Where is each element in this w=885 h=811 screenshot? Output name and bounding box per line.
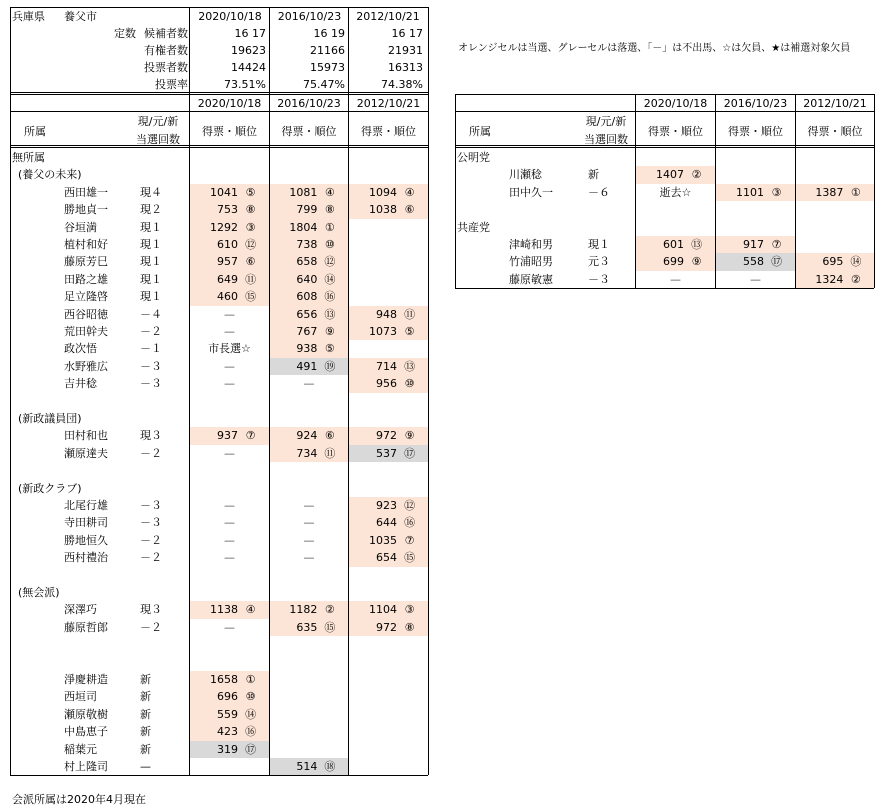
ballots-2020: 14424 (231, 61, 266, 74)
vote-count: 559 (217, 707, 238, 721)
rank-circle: ④ (324, 185, 335, 199)
party-or-candidate-name: (新政クラブ) (18, 481, 82, 495)
vote-count: 924 (296, 429, 318, 443)
table-col-divider-4 (428, 94, 429, 775)
table-header-bottom-border (10, 145, 428, 148)
table-bottom-border (455, 288, 874, 289)
candidate-status: 現２ (140, 203, 162, 217)
vote-count: 696 (217, 690, 238, 704)
rank-circle: ⑧ (245, 203, 256, 217)
summary-date-2020: 2020/10/18 (198, 10, 262, 23)
party-or-candidate-name: 田中久一 (509, 185, 553, 199)
rank-circle: ④ (404, 185, 415, 199)
vote-count: 649 (217, 272, 238, 286)
rank-circle: ⑲ (324, 359, 336, 373)
rank-circle: ⑨ (324, 325, 335, 338)
summary-col-divider-1 (189, 7, 190, 95)
header-votes-rank-2: 得票・順位 (361, 125, 416, 138)
turnout-2012: 74.38% (381, 78, 423, 91)
rank-circle: ⑪ (404, 307, 416, 321)
header-votes-rank-2: 得票・順位 (807, 125, 863, 138)
vote-count: 514 (296, 760, 318, 773)
table-header-divider (10, 111, 428, 112)
seats-candidates-2020: 16 17 (234, 27, 266, 40)
header-votes-rank-0: 得票・順位 (648, 125, 703, 138)
candidate-status: －３ (140, 377, 162, 391)
party-or-candidate-name: 西谷昭徳 (64, 307, 108, 321)
party-or-candidate-name: 吉井稔 (64, 377, 97, 391)
summary-date-2016: 2016/10/23 (277, 10, 342, 23)
candidate-status: 新 (140, 742, 151, 756)
did-not-run-dash: — (750, 272, 761, 286)
date-header-1: 2016/10/23 (723, 97, 788, 110)
table-col-divider-0 (455, 94, 456, 288)
table-top-border (10, 94, 428, 95)
vote-count: 753 (217, 203, 238, 217)
rank-circle: ⑮ (404, 551, 416, 565)
candidate-status: －３ (140, 516, 162, 530)
rank-circle: ⑫ (324, 255, 336, 269)
table-header-divider (455, 111, 874, 112)
city-title: 養父市 (64, 10, 97, 23)
rank-circle: ⑨ (691, 255, 702, 269)
ballots-2012: 16313 (388, 61, 423, 74)
turnout-2016: 75.47% (303, 78, 345, 91)
rank-circle: ⑬ (691, 238, 703, 251)
vote-count: 957 (217, 255, 238, 269)
table-col-divider-1 (635, 94, 636, 288)
table-top-border (455, 94, 874, 95)
vote-count: 491 (296, 359, 318, 373)
vote-count: 1094 (369, 185, 397, 199)
table-col-divider-3 (795, 94, 796, 288)
party-or-candidate-name: (無会派) (18, 586, 60, 599)
vote-count: 460 (217, 290, 238, 304)
rank-circle: ⑪ (324, 446, 336, 460)
did-not-run-dash: — (224, 446, 235, 460)
party-or-candidate-name: 中島恵子 (64, 725, 108, 739)
table-col-divider-1 (189, 94, 190, 775)
rank-circle: ① (850, 185, 861, 199)
vote-count: 558 (743, 255, 764, 269)
candidate-status: 新 (140, 690, 151, 704)
did-not-run-dash: — (224, 533, 235, 547)
party-or-candidate-name: 荒田幹夫 (64, 325, 108, 338)
rank-circle: ① (324, 220, 335, 234)
party-or-candidate-name: 政次悟 (64, 342, 97, 356)
date-header-2: 2012/10/21 (356, 97, 421, 110)
vote-count: 1035 (369, 533, 397, 547)
party-or-candidate-name: 田路之雄 (64, 272, 108, 286)
rank-circle: ⑥ (245, 255, 256, 269)
candidate-status: －２ (140, 446, 162, 460)
candidate-status: 新 (588, 168, 599, 182)
vote-count: 1292 (210, 220, 238, 234)
party-or-candidate-name: 村上隆司 (64, 760, 108, 773)
ballots-2016: 15973 (310, 61, 345, 74)
date-header-2: 2012/10/21 (803, 97, 867, 110)
vote-count: 972 (376, 429, 397, 443)
legend-note: オレンジセルは当選、グレーセルは落選、「－」は不出馬、☆は欠員、★は補選対象欠員 (458, 43, 851, 54)
did-not-run-dash: — (303, 516, 315, 530)
candidate-status: －２ (140, 620, 162, 634)
candidate-status: －６ (588, 185, 610, 199)
party-or-candidate-name: 田村和也 (64, 429, 108, 443)
summary-date-2012: 2012/10/21 (356, 10, 420, 23)
vote-count: 1387 (815, 185, 844, 199)
did-not-run-dash: — (224, 620, 235, 634)
did-not-run-dash: — (224, 516, 235, 530)
did-not-run-dash: — (670, 272, 681, 286)
rank-circle: ⑬ (404, 359, 416, 373)
summary-right-border (428, 7, 429, 95)
did-not-run-dash: — (224, 325, 235, 338)
voters-2020: 19623 (231, 44, 266, 57)
vote-count: 1073 (369, 325, 397, 338)
rank-circle: ⑯ (404, 516, 416, 530)
rank-circle: ① (245, 673, 256, 686)
candidate-status: －３ (588, 272, 610, 286)
date-header-0: 2020/10/18 (643, 97, 708, 110)
rank-circle: ⑦ (771, 238, 782, 251)
party-or-candidate-name: 竹浦昭男 (509, 255, 553, 269)
candidate-status: －２ (140, 551, 162, 565)
ballots-label: 投票者数 (144, 61, 188, 74)
rank-circle: ② (691, 168, 702, 182)
did-not-run-dash: — (224, 499, 235, 512)
rank-circle: ③ (404, 603, 415, 617)
party-or-candidate-name: 公明党 (457, 151, 490, 164)
candidate-status: 元３ (588, 255, 610, 269)
vote-count: 319 (217, 742, 238, 756)
candidate-status: －２ (140, 325, 162, 338)
rank-circle: ⑥ (404, 203, 415, 217)
prefecture-title: 兵庫県 (12, 10, 45, 23)
vote-count: 610 (217, 238, 238, 251)
rank-circle: ⑩ (245, 690, 256, 704)
rank-circle: ⑥ (324, 429, 335, 443)
party-or-candidate-name: 植村和好 (64, 238, 108, 251)
summary-col-divider-3 (348, 7, 349, 95)
vote-count: 937 (217, 429, 238, 443)
party-or-candidate-name: (新政議員団) (18, 412, 82, 425)
vote-count: 608 (296, 290, 318, 304)
seats-candidates-2012: 16 17 (391, 27, 423, 40)
vote-count: 1182 (289, 603, 318, 617)
party-or-candidate-name: 西田雄一 (64, 185, 108, 199)
party-or-candidate-name: 北尾行雄 (64, 499, 108, 512)
vote-count: 635 (296, 620, 318, 634)
rank-circle: ⑤ (245, 185, 256, 199)
seats-label: 定数 (114, 27, 136, 40)
rank-circle: ② (324, 603, 335, 617)
candidate-status: 新 (140, 725, 151, 739)
rank-circle: ⑫ (404, 499, 416, 512)
header-affiliation: 所属 (469, 125, 491, 138)
rank-circle: ⑭ (850, 255, 862, 269)
candidate-status: 新 (140, 673, 151, 686)
rank-circle: ③ (245, 220, 256, 234)
vote-count: 738 (296, 238, 318, 251)
candidate-status: 現１ (140, 272, 162, 286)
candidate-status: －１ (140, 342, 162, 356)
cell-note: 逝去☆ (659, 185, 692, 199)
header-votes-rank-1: 得票・順位 (281, 125, 337, 138)
party-or-candidate-name: 瀬原敬樹 (64, 707, 108, 721)
rank-circle: ⑯ (324, 290, 336, 304)
candidate-status: 現１ (140, 255, 162, 269)
candidate-status: 現４ (140, 185, 162, 199)
vote-count: 656 (296, 307, 318, 321)
candidate-status: 現１ (140, 290, 162, 304)
party-or-candidate-name: 共産党 (457, 220, 490, 234)
rank-circle: ⑨ (404, 429, 415, 443)
did-not-run-dash: — (224, 377, 235, 391)
rank-circle: ⑮ (324, 620, 336, 634)
rank-circle: ⑰ (245, 742, 257, 756)
table-col-divider-2 (269, 94, 270, 775)
rank-circle: ⑤ (404, 325, 415, 338)
vote-count: 1041 (210, 185, 238, 199)
vote-count: 948 (376, 307, 397, 321)
summary-col-divider-2 (269, 7, 270, 95)
vote-count: 658 (296, 255, 318, 269)
vote-count: 799 (296, 203, 318, 217)
header-votes-rank-1: 得票・順位 (728, 125, 783, 138)
table-col-divider-4 (874, 94, 875, 288)
rank-circle: ⑭ (324, 272, 336, 286)
vote-count: 644 (376, 516, 397, 530)
party-or-candidate-name: 藤原哲郎 (64, 620, 108, 634)
vote-count: 917 (743, 238, 764, 251)
vote-count: 734 (296, 446, 318, 460)
candidate-status: 現１ (588, 238, 610, 251)
did-not-run-dash: — (224, 551, 235, 565)
rank-circle: ⑧ (324, 203, 335, 217)
rank-circle: ⑰ (404, 446, 416, 460)
vote-count: 1138 (210, 603, 238, 617)
did-not-run-dash: — (303, 551, 315, 565)
candidates-label: 候補者数 (144, 27, 188, 40)
rank-circle: ⑩ (404, 377, 415, 391)
rank-circle: ⑯ (245, 725, 257, 739)
rank-circle: ⑱ (324, 760, 336, 773)
table-bottom-border (10, 775, 428, 776)
vote-count: 1104 (369, 603, 397, 617)
rank-circle: ⑪ (245, 272, 257, 286)
party-or-candidate-name: 瀬原達夫 (64, 446, 108, 460)
vote-count: 1038 (369, 203, 397, 217)
rank-circle: ④ (245, 603, 256, 617)
did-not-run-dash: — (303, 499, 315, 512)
party-or-candidate-name: 足立隆啓 (64, 290, 108, 304)
party-or-candidate-name: 勝地貞一 (64, 203, 108, 217)
vote-count: 1324 (815, 272, 844, 286)
party-or-candidate-name: 勝地恒久 (64, 533, 108, 547)
party-or-candidate-name: 寺田耕司 (64, 516, 108, 530)
party-or-candidate-name: 西垣司 (64, 690, 97, 704)
vote-count: 1658 (210, 673, 238, 686)
turnout-label: 投票率 (155, 78, 188, 91)
candidate-status: －３ (140, 359, 162, 373)
summary-left-border (10, 7, 11, 95)
candidate-status: 現１ (140, 220, 162, 234)
header-status-line1: 現/元/新 (137, 115, 179, 128)
cell-note: 市長選☆ (208, 342, 251, 356)
party-or-candidate-name: 水野雅広 (64, 359, 108, 373)
table-col-divider-2 (715, 94, 716, 288)
vote-count: 537 (376, 446, 397, 460)
voters-2012: 21931 (388, 44, 423, 57)
voters-2016: 21166 (310, 44, 345, 57)
rank-circle: ⑧ (404, 620, 415, 634)
rank-circle: ⑦ (245, 429, 256, 443)
header-status-line1: 現/元/新 (585, 115, 627, 128)
vote-count: 1081 (289, 185, 318, 199)
rank-circle: ⑬ (324, 307, 336, 321)
summary-top-border (10, 7, 428, 8)
rank-circle: ⑰ (771, 255, 783, 269)
footer-note: 会派所属は2020年4月現在 (12, 793, 146, 806)
did-not-run-dash: — (224, 307, 235, 321)
rank-circle: ⑦ (404, 533, 415, 547)
vote-count: 938 (296, 342, 318, 356)
rank-circle: ⑭ (245, 707, 257, 721)
vote-count: 1101 (736, 185, 764, 199)
party-or-candidate-name: 無所属 (12, 151, 45, 164)
vote-count: 923 (376, 499, 397, 512)
rank-circle: ⑩ (324, 238, 335, 251)
header-status-line2: 当選回数 (136, 133, 180, 146)
table-header-bottom-border (455, 145, 874, 148)
did-not-run-dash: — (303, 533, 315, 547)
rank-circle: ② (850, 272, 861, 286)
seats-candidates-2016: 16 19 (313, 27, 345, 40)
candidate-status: 現１ (140, 238, 162, 251)
candidate-status: — (140, 760, 151, 773)
header-status-line2: 当選回数 (584, 133, 628, 146)
vote-count: 972 (376, 620, 397, 634)
vote-count: 1407 (656, 168, 684, 182)
vote-count: 956 (376, 377, 397, 391)
vote-count: 699 (663, 255, 684, 269)
vote-count: 423 (217, 725, 238, 739)
did-not-run-dash: — (303, 377, 315, 391)
vote-count: 640 (296, 272, 318, 286)
rank-circle: ⑫ (245, 238, 257, 251)
rank-circle: ⑮ (245, 290, 257, 304)
header-votes-rank-0: 得票・順位 (202, 125, 257, 138)
vote-count: 714 (376, 359, 397, 373)
party-or-candidate-name: 淨慶耕造 (64, 673, 108, 686)
table-col-divider-0 (10, 94, 11, 775)
table-col-divider-3 (348, 94, 349, 775)
vote-count: 654 (376, 551, 397, 565)
turnout-2020: 73.51% (224, 78, 266, 91)
party-or-candidate-name: 藤原敏憲 (509, 272, 553, 286)
vote-count: 695 (822, 255, 844, 269)
candidate-status: 現３ (140, 429, 162, 443)
voters-label: 有権者数 (144, 44, 188, 57)
party-or-candidate-name: 稲葉元 (64, 742, 97, 756)
party-or-candidate-name: (養父の未来) (18, 168, 82, 182)
party-or-candidate-name: 藤原芳巳 (64, 255, 108, 269)
party-or-candidate-name: 川瀬稔 (509, 168, 542, 182)
vote-count: 1804 (289, 220, 318, 234)
party-or-candidate-name: 西村禮治 (64, 551, 108, 565)
date-header-1: 2016/10/23 (277, 97, 341, 110)
did-not-run-dash: — (224, 359, 235, 373)
vote-count: 601 (663, 238, 684, 251)
candidate-status: －２ (140, 533, 162, 547)
party-or-candidate-name: 谷垣満 (64, 220, 97, 234)
rank-circle: ③ (771, 185, 782, 199)
party-or-candidate-name: 津崎和男 (509, 238, 553, 251)
vote-count: 767 (296, 325, 318, 338)
candidate-status: －４ (140, 307, 162, 321)
header-affiliation: 所属 (24, 125, 46, 138)
candidate-status: －３ (140, 499, 162, 512)
candidate-status: 新 (140, 707, 151, 721)
rank-circle: ⑤ (324, 342, 335, 356)
candidate-status: 現３ (140, 603, 162, 617)
date-header-0: 2020/10/18 (197, 97, 262, 110)
party-or-candidate-name: 深澤巧 (64, 603, 97, 617)
